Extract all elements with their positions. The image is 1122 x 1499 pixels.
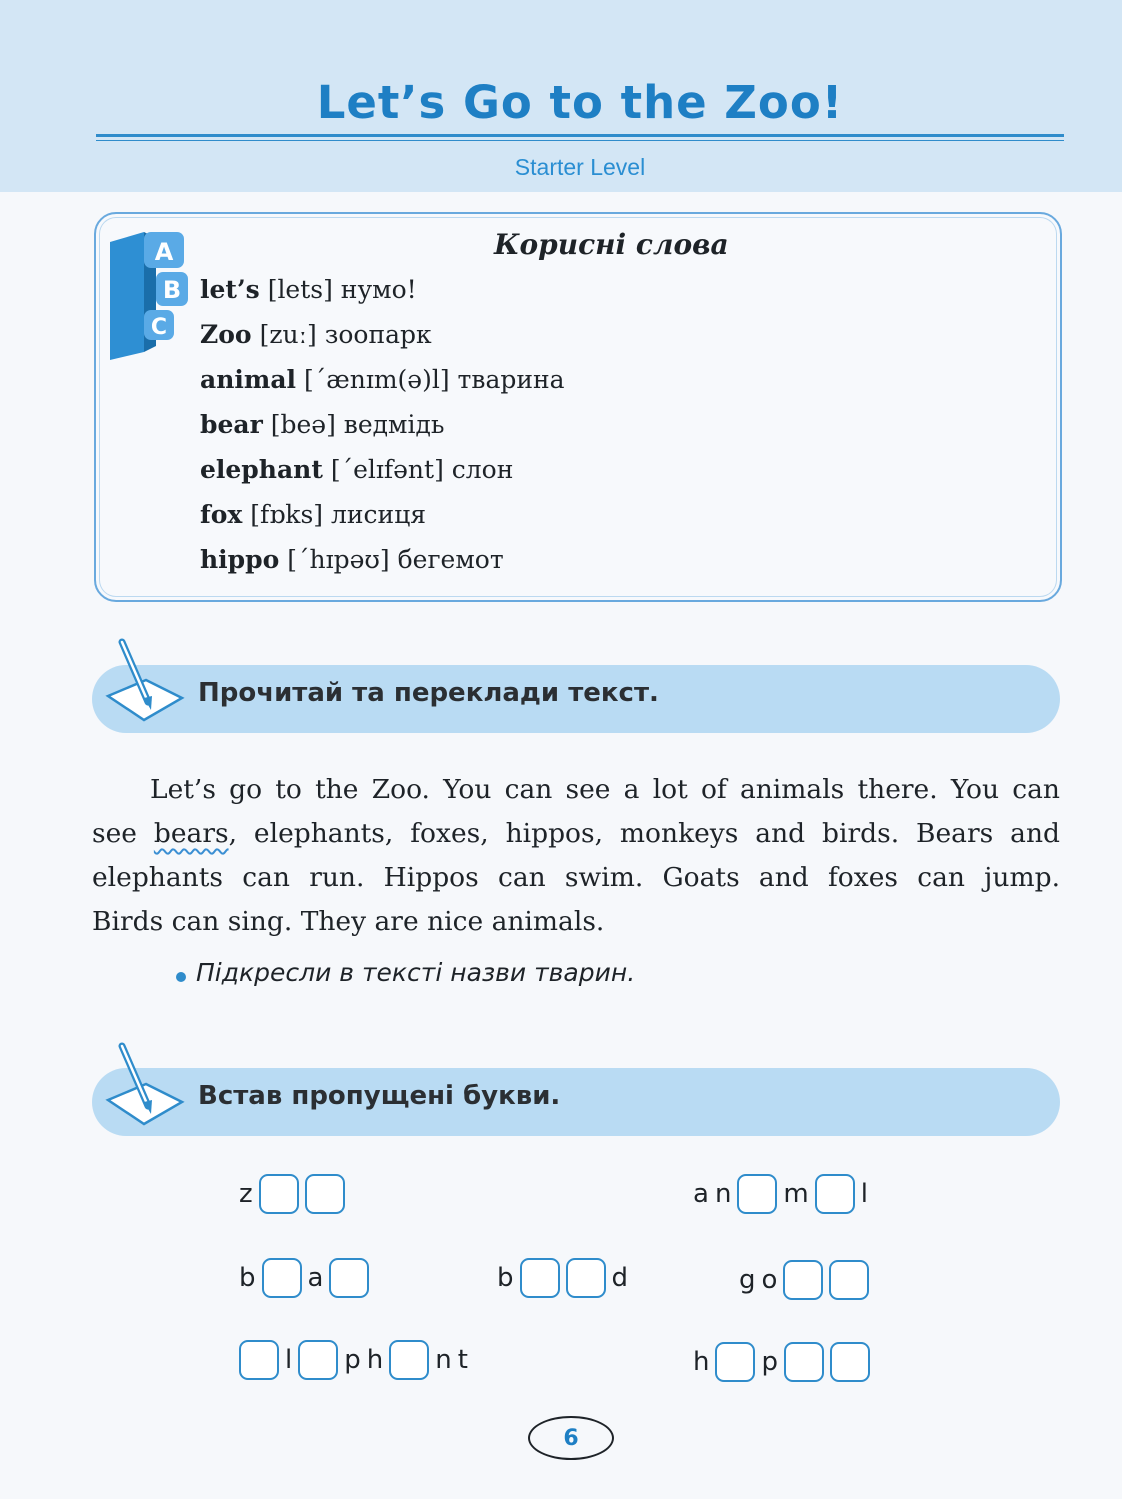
- word-animal: [690, 1172, 871, 1216]
- underlined-word: bears: [153, 818, 229, 849]
- abc-book-icon: [104, 228, 190, 360]
- level-label: Starter Level: [514, 154, 646, 180]
- task-read-title: Прочитай та переклади текст.: [198, 678, 659, 708]
- letter-box[interactable]: [737, 1174, 777, 1214]
- letter: b: [497, 1263, 514, 1293]
- reading-line: [92, 812, 1060, 856]
- letter: p: [761, 1347, 778, 1377]
- letter: z: [239, 1179, 253, 1209]
- letter: n: [714, 1179, 732, 1209]
- reading-line: Birds can sing. They are nice animals.: [92, 906, 605, 937]
- letter-box[interactable]: [715, 1342, 755, 1382]
- letter: o: [761, 1265, 778, 1295]
- vocab-translation: [beə] ведмідь: [270, 410, 445, 439]
- task-fill-title: Встав пропущені букви.: [198, 1081, 561, 1111]
- reading-fragment: see: [92, 818, 154, 849]
- underline-instruction: Підкресли в тексті назви тварин.: [196, 958, 636, 987]
- letter: a: [307, 1263, 324, 1293]
- letter-box[interactable]: [305, 1174, 345, 1214]
- reading-fragment: , elephants, foxes, hippos, monkeys and birds. Bears and: [228, 818, 1060, 849]
- vocab-translation: [ˊhɪpəʊ] бегемот: [287, 545, 504, 574]
- vocab-word: elephant: [200, 455, 323, 484]
- letter: l: [860, 1179, 868, 1209]
- letter-box[interactable]: [239, 1340, 279, 1380]
- title-rule-thin: [96, 140, 1064, 141]
- reading-text: [92, 768, 1060, 944]
- vocab-word: animal: [200, 365, 297, 394]
- word-elephant: [236, 1338, 471, 1382]
- vocab-item: [200, 270, 565, 315]
- letter-box[interactable]: [298, 1340, 338, 1380]
- letter: a: [693, 1179, 709, 1209]
- letter-box[interactable]: [520, 1258, 560, 1298]
- page-number: 6: [528, 1416, 614, 1460]
- letter: h: [366, 1345, 384, 1375]
- letter: d: [611, 1263, 629, 1293]
- vocabulary-title: Корисні слова: [494, 228, 729, 261]
- letter: h: [693, 1347, 710, 1377]
- word-bird: [494, 1256, 631, 1300]
- vocab-translation: [ˊænɪm(ə)l] тварина: [303, 365, 565, 394]
- letter-box[interactable]: [329, 1258, 369, 1298]
- vocab-item: [200, 450, 565, 495]
- vocab-item: [200, 495, 565, 540]
- abc-letter-c: C: [150, 315, 168, 340]
- letter-box[interactable]: [389, 1340, 429, 1380]
- letter: b: [239, 1263, 256, 1293]
- letter-box[interactable]: [783, 1260, 823, 1300]
- abc-letter-b: B: [162, 276, 182, 304]
- pen-paper-icon: [104, 636, 188, 732]
- vocab-word: let’s: [200, 275, 260, 304]
- letter: g: [739, 1265, 756, 1295]
- vocab-word: Zoo: [200, 320, 252, 349]
- letter: l: [285, 1345, 293, 1375]
- vocab-word: hippo: [200, 545, 280, 574]
- letter-box[interactable]: [262, 1258, 302, 1298]
- letter: t: [457, 1345, 468, 1375]
- word-hippo: [690, 1340, 873, 1384]
- vocab-translation: [ˊelɪfənt] слон: [330, 455, 514, 484]
- abc-letter-a: A: [154, 238, 174, 266]
- letter: n: [435, 1345, 452, 1375]
- vocab-item: [200, 405, 565, 450]
- vocab-item: [200, 540, 565, 585]
- page-title: Let’s Go to the Zoo!: [316, 76, 844, 129]
- bullet-icon: [176, 972, 186, 982]
- vocab-word: fox: [200, 500, 243, 529]
- letter-box[interactable]: [259, 1174, 299, 1214]
- vocabulary-list: [200, 270, 565, 585]
- vocab-translation: [zuː] зоопарк: [259, 320, 432, 349]
- letter-box[interactable]: [830, 1342, 870, 1382]
- reading-line: elephants can run. Hippos can swim. Goats and foxes can jump.: [92, 862, 1060, 893]
- letter-box[interactable]: [784, 1342, 824, 1382]
- title-rule: [96, 134, 1064, 137]
- letter-box[interactable]: [566, 1258, 606, 1298]
- word-zoo: [236, 1172, 348, 1216]
- letter: m: [783, 1179, 809, 1209]
- reading-line: Let’s go to the Zoo. You can see a lot of animals there. You can: [150, 774, 1060, 805]
- letter-box[interactable]: [829, 1260, 869, 1300]
- vocab-item: [200, 315, 565, 360]
- pen-paper-icon: [104, 1040, 188, 1136]
- letter-box[interactable]: [815, 1174, 855, 1214]
- vocab-word: bear: [200, 410, 263, 439]
- vocab-item: [200, 360, 565, 405]
- vocab-translation: [fɒks] лисиця: [250, 500, 427, 529]
- vocab-translation: [lets] нумо!: [267, 275, 417, 304]
- word-goat: [736, 1258, 872, 1302]
- word-bear: [236, 1256, 372, 1300]
- letter: p: [344, 1345, 361, 1375]
